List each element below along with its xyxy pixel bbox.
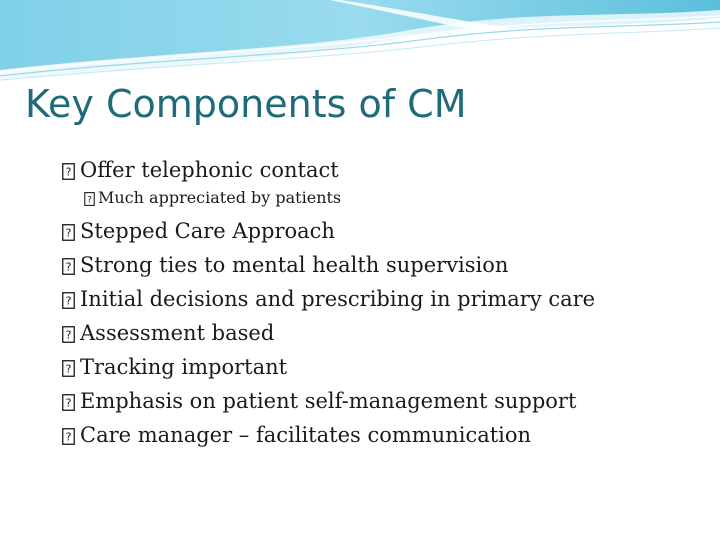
- svg-text:?: ?: [65, 430, 72, 443]
- replacement-glyph-icon: [84, 192, 95, 206]
- replacement-glyph-icon: [62, 326, 75, 343]
- replacement-glyph-icon: [62, 224, 75, 241]
- bullet-text: Assessment based: [80, 321, 275, 345]
- replacement-glyph-icon: [62, 428, 75, 445]
- bullet-text: Initial decisions and prescribing in primary care: [80, 287, 596, 311]
- replacement-glyph-icon: [62, 258, 75, 275]
- bullet-item: [62, 350, 595, 384]
- replacement-glyph-icon: [62, 360, 75, 377]
- sub-bullet-item: [62, 185, 595, 211]
- bullet-item: [62, 214, 595, 248]
- replacement-glyph-icon: [62, 394, 75, 411]
- slide-title: Key Components of CM: [25, 82, 467, 126]
- bullet-text: Strong ties to mental health supervision: [80, 253, 509, 277]
- bullet-text: Care manager – facilitates communication: [80, 423, 532, 447]
- bullet-text: Much appreciated by patients: [98, 188, 342, 207]
- replacement-glyph-icon: [62, 292, 75, 309]
- svg-text:?: ?: [65, 328, 72, 341]
- bullet-item: [62, 248, 595, 282]
- bullet-item: [62, 418, 595, 452]
- bullet-text: Offer telephonic contact: [80, 158, 339, 182]
- bullet-text: Stepped Care Approach: [80, 219, 335, 243]
- bullet-item: [62, 282, 595, 316]
- svg-text:?: ?: [65, 226, 72, 239]
- bullet-text: Tracking important: [80, 355, 288, 379]
- bullet-item: [62, 316, 595, 350]
- svg-text:?: ?: [65, 396, 72, 409]
- bullet-item: [62, 153, 595, 187]
- svg-text:?: ?: [65, 260, 72, 273]
- svg-text:?: ?: [87, 195, 92, 206]
- svg-text:?: ?: [65, 362, 72, 375]
- bullet-item: [62, 384, 595, 418]
- svg-text:?: ?: [65, 294, 72, 307]
- replacement-glyph-icon: [62, 163, 75, 180]
- bullet-text: Emphasis on patient self-management support: [80, 389, 577, 413]
- bullet-list: [62, 153, 595, 452]
- svg-text:?: ?: [65, 165, 72, 178]
